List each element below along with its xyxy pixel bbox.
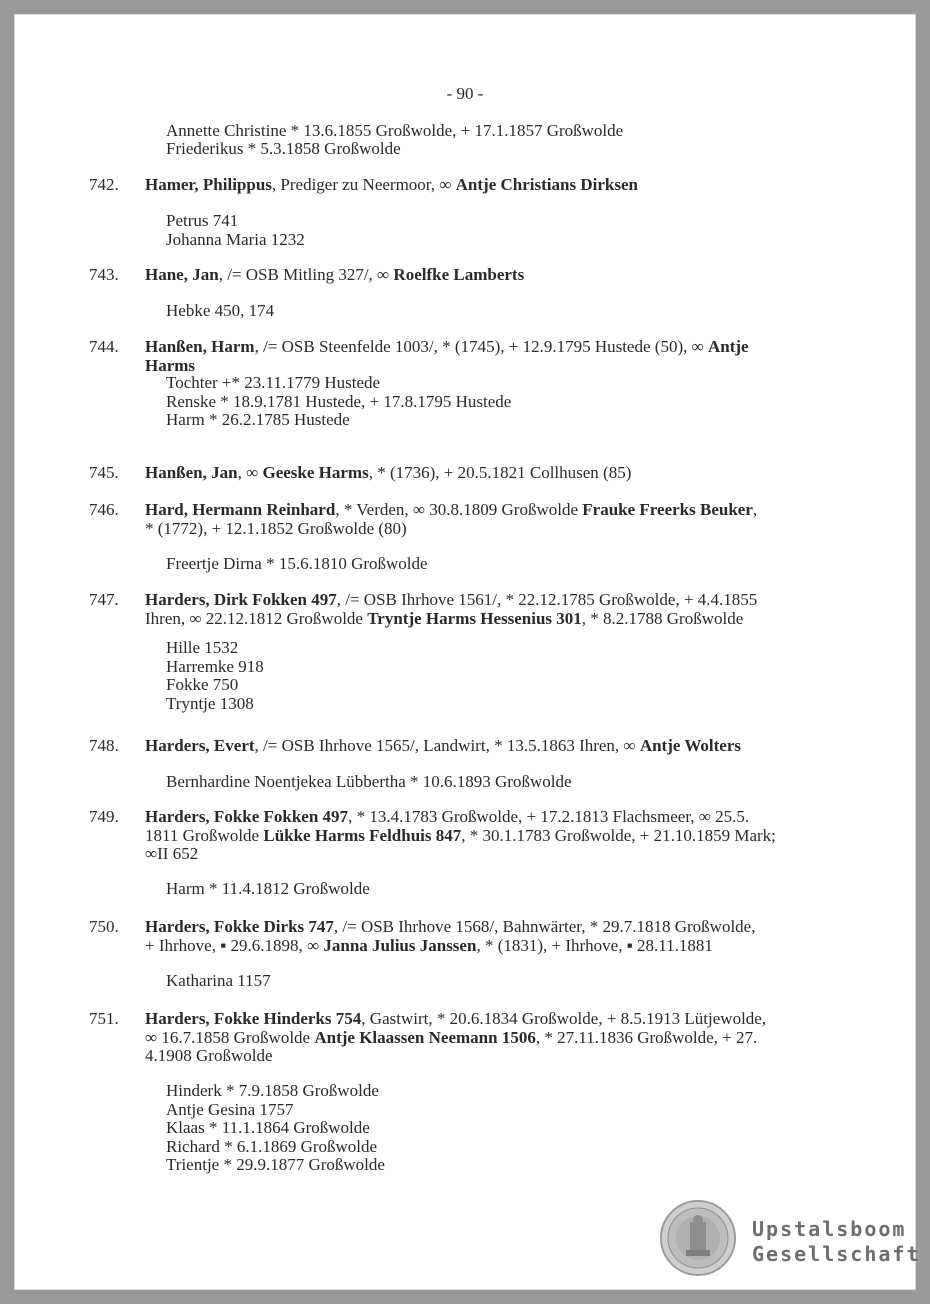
child-entry: Hinderk * 7.9.1858 Großwolde <box>166 1081 379 1100</box>
child-entry: Hebke 450, 174 <box>166 301 275 320</box>
entry-heading-line <box>145 1047 272 1066</box>
entry-text: , /= OSB Ihrhove 1565/, Landwirt, * 13.5.1863 Ihren, ∞ <box>254 736 640 755</box>
entry-text: , <box>752 500 758 519</box>
child-entry: Katharina 1157 <box>166 971 271 990</box>
page-number: - 90 - <box>446 84 484 103</box>
entry-text: , /= OSB Steenfelde 1003/, * (1745), + 12.9.1795 Hustede (50), ∞ <box>254 337 708 356</box>
entry-text: Ihren, ∞ 22.12.1812 Großwolde <box>145 608 368 628</box>
entry-text: , /= OSB Mitling 327/, ∞ <box>218 265 394 284</box>
entry-text: + Ihrhove, ▪ 29.6.1898, ∞ <box>145 935 324 955</box>
person-name: Hamer, Philippus <box>145 175 272 194</box>
person-name: Tryntje Harms Hessenius 301 <box>367 608 582 628</box>
person-name: Hanßen, Jan <box>145 463 238 482</box>
entry-text: , Prediger zu Neermoor, ∞ <box>271 175 456 194</box>
logo-text-line-2: Gesellschaft <box>752 1242 921 1266</box>
entry-number: 746. <box>89 500 119 519</box>
person-name: Harders, Fokke Fokken 497 <box>145 807 349 826</box>
entry-number: 748. <box>89 736 119 755</box>
person-name: Harders, Evert <box>145 736 255 755</box>
entry-heading-line <box>145 520 407 539</box>
person-name: Antje Wolters <box>639 736 742 755</box>
entry-number: 750. <box>89 917 119 936</box>
child-entry: Fokke 750 <box>166 675 239 694</box>
child-entry: Hille 1532 <box>166 638 239 657</box>
entry-number: 745. <box>89 463 119 482</box>
entry-text: ∞ 16.7.1858 Großwolde <box>145 1027 315 1047</box>
child-entry: Tochter +* 23.11.1779 Hustede <box>166 373 381 392</box>
person-name: Frauke Freerks Beuker <box>582 500 753 519</box>
entry-number: 751. <box>89 1009 119 1028</box>
entry-heading-line <box>145 845 198 864</box>
entry-heading-line <box>145 1029 757 1048</box>
entry-text: ∞II 652 <box>145 844 199 863</box>
child-entry: Renske * 18.9.1781 Hustede, + 17.8.1795 Hustede <box>166 391 512 411</box>
entry-heading-line <box>145 937 713 956</box>
entry-text: , /= OSB Ihrhove 1561/, * 22.12.1785 Großwolde, + 4.4.1855 <box>336 590 758 609</box>
entry-text: , * 13.4.1783 Großwolde, + 17.2.1813 Flachsmeer, ∞ 25.5. <box>348 807 750 826</box>
entry-text: * (1772), + 12.1.1852 Großwolde (80) <box>145 518 407 538</box>
entry-heading-line <box>145 808 749 827</box>
child-entry: Harm * 26.2.1785 Hustede <box>166 410 350 429</box>
child-entry: Petrus 741 <box>166 211 239 230</box>
entry-heading-line <box>145 266 524 285</box>
entry-text: , * (1831), + Ihrhove, ▪ 28.11.1881 <box>476 935 713 955</box>
child-entry: Tryntje 1308 <box>166 693 254 713</box>
child-entry: Richard * 6.1.1869 Großwolde <box>166 1136 378 1156</box>
entry-number: 742. <box>89 175 119 194</box>
entry-heading-line <box>145 827 776 846</box>
entry-text: , /= OSB Ihrhove 1568/, Bahnwärter, * 29.7.1818 Großwolde, <box>333 917 756 936</box>
entry-number: 747. <box>89 590 119 609</box>
entry-number: 749. <box>89 807 119 826</box>
person-name: Harders, Fokke Dirks 747 <box>145 917 334 936</box>
entry-text: 1811 Großwolde <box>145 825 264 845</box>
entry-heading-line <box>145 464 631 483</box>
child-entry: Johanna Maria 1232 <box>166 229 305 249</box>
entry-text: , * Verden, ∞ 30.8.1809 Großwolde <box>335 500 583 519</box>
child-entry: Klaas * 11.1.1864 Großwolde <box>166 1118 370 1137</box>
entry-number: 744. <box>89 337 119 356</box>
person-name: Harders, Dirk Fokken 497 <box>145 590 337 609</box>
entry-heading-line <box>145 591 757 610</box>
child-entry: Harremke 918 <box>166 656 264 676</box>
person-name: Antje Klaassen Neemann 1506 <box>314 1027 536 1047</box>
entry-heading-line <box>145 918 755 937</box>
person-name: Hard, Hermann Reinhard <box>145 500 336 519</box>
person-name: Antje <box>707 337 749 356</box>
child-entry: Bernhardine Noentjekea Lübbertha * 10.6.1893 Großwolde <box>166 772 572 791</box>
entry-heading-line <box>145 338 749 357</box>
entry-text: , * 8.2.1788 Großwolde <box>581 608 744 628</box>
person-name: Harms <box>145 355 196 375</box>
person-name: Harders, Fokke Hinderks 754 <box>145 1009 362 1028</box>
entry-heading-line <box>145 1010 766 1029</box>
entry-text: , * 27.11.1836 Großwolde, + 27. <box>535 1027 758 1047</box>
upstalsboom-seal-logo <box>660 1200 736 1276</box>
child-entry: Freertje Dirna * 15.6.1810 Großwolde <box>166 554 428 573</box>
document-page <box>14 14 916 1290</box>
logo-text-line-1: Upstalsboom <box>752 1217 907 1241</box>
entry-text: , * (1736), + 20.5.1821 Collhusen (85) <box>368 463 632 482</box>
entry-heading-line <box>145 501 757 520</box>
person-name: Janna Julius Janssen <box>323 935 477 955</box>
person-name: Hanßen, Harm <box>145 337 255 356</box>
child-entry: Harm * 11.4.1812 Großwolde <box>166 879 370 898</box>
entry-text: , * 30.1.1783 Großwolde, + 21.10.1859 Mark; <box>461 825 776 845</box>
preceding-child: Friederikus * 5.3.1858 Großwolde <box>166 139 401 158</box>
entry-heading-line <box>145 176 638 195</box>
entry-number: 743. <box>89 265 119 284</box>
entry-heading-line <box>145 610 743 629</box>
person-name: Hane, Jan <box>145 265 219 284</box>
person-name: Geeske Harms <box>262 463 369 482</box>
person-name: Lükke Harms Feldhuis 847 <box>263 825 462 845</box>
child-entry: Trientje * 29.9.1877 Großwolde <box>166 1155 385 1174</box>
entry-text: , Gastwirt, * 20.6.1834 Großwolde, + 8.5.1913 Lütjewolde, <box>361 1009 767 1028</box>
preceding-child: Annette Christine * 13.6.1855 Großwolde, + 17.1.1857 Großwolde <box>166 121 624 140</box>
entry-text: 4.1908 Großwolde <box>145 1046 273 1065</box>
person-name: Antje Christians Dirksen <box>455 175 638 194</box>
entry-heading-line <box>145 737 741 756</box>
entry-text: , ∞ <box>237 463 263 482</box>
child-entry: Antje Gesina 1757 <box>166 1099 294 1119</box>
person-name: Roelfke Lamberts <box>393 265 525 284</box>
